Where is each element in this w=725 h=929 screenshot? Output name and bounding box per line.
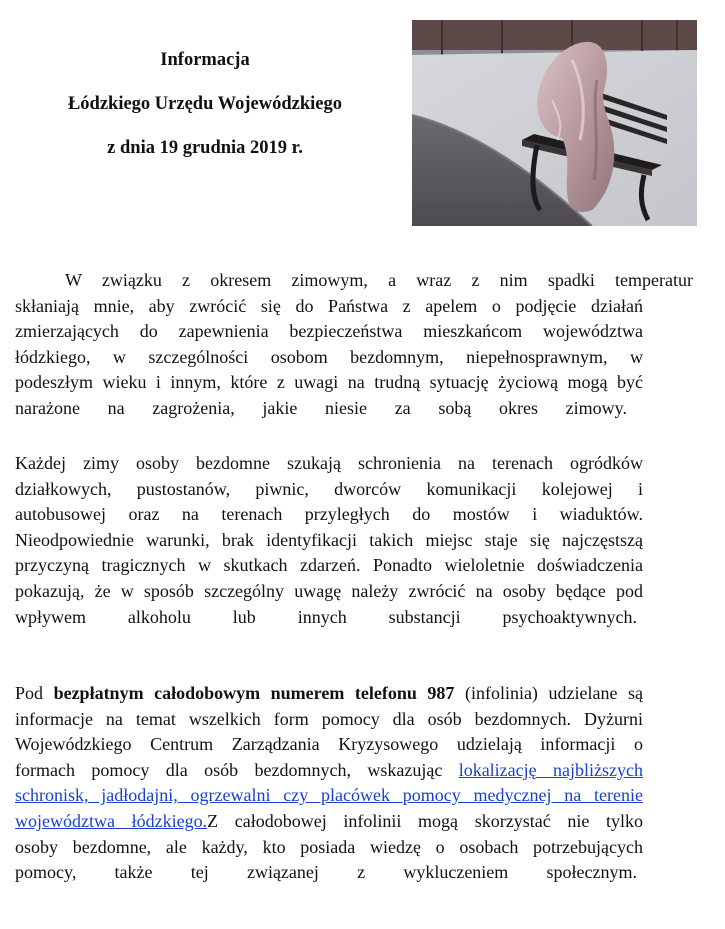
text-fragment: (infolinia) udzielane są — [454, 683, 643, 703]
text-line: łódzkiego, w szczególności osobom bezdomnym, niepełnosprawnym, w — [15, 346, 643, 367]
text-fragment: formach pomocy dla osób bezdomnych, wskazując — [15, 759, 459, 780]
text-line: Nieodpowiednie warunki, brak identyfikacji takich miejsc staje się najczęstszą — [15, 529, 643, 550]
paragraph-2 — [15, 451, 643, 630]
text-fragment: Z całodobowej infolinii mogą skorzystać nie tylko — [207, 810, 643, 831]
paragraph-3 — [15, 681, 643, 886]
text-line: narażone na zagrożenia, jakie niesie za sobą okres zimowy. — [15, 397, 627, 418]
text-line: W związku z okresem zimowym, a wraz z nim spadki temperatur — [65, 270, 693, 290]
text-line — [15, 783, 643, 809]
text-line: skłaniają mnie, aby zwrócić się do Państwa z apelem o podjęcie działań — [15, 295, 643, 316]
text-line: Każdej zimy osoby bezdomne szukają schronienia na terenach ogródków — [15, 453, 643, 473]
text-line: przyczyną tragicznych w skutkach zdarzeń. Ponadto wieloletnie doświadczenia — [15, 555, 643, 576]
homeless-person-on-bench-photo — [412, 20, 697, 226]
shelters-location-link[interactable]: schronisk, jadłodajni, ogrzewalni czy placówek pomocy medycznej na terenie — [15, 785, 643, 806]
text-line: Wojewódzkiego Centrum Zarządzania Kryzysowego udzielają informacji o — [15, 734, 643, 755]
shelters-location-link[interactable]: lokalizację najbliższych — [458, 759, 643, 780]
title-line-1: Informacja — [160, 50, 250, 70]
text-fragment: Pod — [15, 683, 54, 703]
text-line: autobusowej oraz na terenach przyległych do mostów i wiaduktów. — [15, 504, 643, 525]
text-line: osoby bezdomne, ale każdy, kto posiada wiedzę o osobach potrzebujących — [15, 836, 643, 857]
text-line — [15, 809, 643, 835]
paragraph-1 — [15, 268, 693, 422]
text-line: pokazują, że w sposób szczególny uwagę należy zwrócić na osoby będące pod — [15, 580, 643, 601]
text-line: informacje na temat wszelkich form pomocy dla osób bezdomnych. Dyżurni — [15, 708, 643, 729]
text-line: wpływem alkoholu lub innych substancji psychoaktywnych. — [15, 606, 637, 627]
title-line-3: z dnia 19 grudnia 2019 r. — [107, 138, 303, 158]
text-line: działkowych, pustostanów, piwnic, dworców komunikacji kolejowej i — [15, 478, 643, 499]
text-line: pomocy, także tej związanej z wykluczeniem społecznym. — [15, 862, 637, 883]
text-line: zmierzających do zapewnienia bezpieczeństwa mieszkańcom województwa — [15, 321, 643, 342]
text-line — [15, 758, 643, 784]
text-line — [15, 681, 643, 707]
phone-number-highlight: bezpłatnym całodobowym numerem telefonu 987 — [53, 683, 455, 703]
text-line: podeszłym wieku i innym, które z uwagi na trudną sytuację życiową mogą być — [15, 372, 643, 393]
shelters-location-link[interactable]: województwa łódzkiego. — [15, 810, 208, 831]
title-line-2: Łódzkiego Urzędu Wojewódzkiego — [67, 94, 343, 114]
